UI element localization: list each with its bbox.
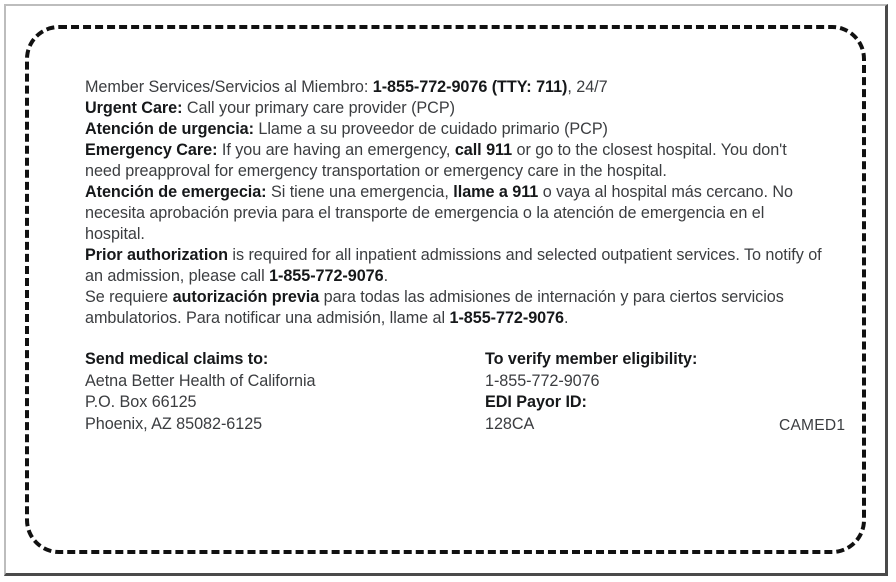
urgent-care-en-body: Call your primary care provider (PCP) (182, 99, 455, 117)
id-card-dashed-border (25, 25, 866, 554)
member-services-phone: 1-855-772-9076 (TTY: 711) (372, 78, 568, 96)
emergency-care-es-body-1: Si tiene una emergencia, (266, 183, 454, 201)
prior-auth-en-phone: 1-855-772-9076 (269, 267, 384, 285)
emergency-care-es-heading: Atención de emergecia: (85, 183, 267, 201)
edi-payor-id-value: 128CA (485, 414, 535, 433)
prior-auth-es-period: . (564, 309, 569, 327)
claims-address-block (85, 349, 316, 435)
claims-organization: Aetna Better Health of California (85, 371, 316, 390)
prior-auth-en-period: . (383, 267, 389, 285)
paragraph-emergency-care-en (85, 140, 826, 182)
bottom-info-area (85, 349, 846, 461)
prior-auth-es-body-1: Se requiere (85, 288, 173, 306)
eligibility-phone: 1-855-772-9076 (485, 371, 600, 390)
emergency-care-en-call-911: call 911 (454, 141, 513, 159)
prior-auth-es-phone: 1-855-772-9076 (449, 309, 565, 327)
emergency-care-en-heading: Emergency Care: (85, 141, 218, 159)
paragraph-emergency-care-es (85, 182, 826, 245)
eligibility-block (485, 349, 697, 435)
emergency-care-en-body-2: or go to the closest hospital. You don't need preapproval for emergency transportation or emergency care in the hospital. (85, 141, 787, 180)
emergency-care-es-call-911: llame a 911 (453, 183, 539, 201)
eligibility-heading: To verify member eligibility: (485, 350, 698, 368)
edi-payor-id-heading: EDI Payor ID: (485, 393, 587, 411)
claims-city-state-zip: Phoenix, AZ 85082-6125 (85, 414, 263, 433)
urgent-care-es-heading: Atención de urgencia: (85, 120, 254, 138)
urgent-care-es-body: Llame a su proveedor de cuidado primario (PCP) (253, 120, 608, 138)
prior-auth-en-heading: Prior authorization (85, 246, 228, 264)
prior-auth-en-body: is required for all inpatient admissions and selected outpatient services. To notify of an admission, please call (85, 246, 822, 285)
prior-auth-es-heading: autorización previa (172, 288, 320, 306)
paragraph-urgent-care-es (85, 119, 826, 140)
member-services-label: Member Services/Servicios al Miembro: (85, 78, 373, 96)
emergency-care-en-body-1: If you are having an emergency, (217, 141, 455, 159)
paragraph-prior-auth-en (85, 245, 826, 287)
form-code: CAMED1 (779, 417, 846, 434)
emergency-care-es-body-2: o vaya al hospital más cercano. No necesita aprobación previa para el transporte de emergencia o la atención de emergencia en el hospital. (85, 183, 793, 243)
claims-heading: Send medical claims to: (85, 350, 269, 368)
prior-auth-es-body-2: para todas las admisiones de internación y para ciertos servicios ambulatorios. Para notificar una admisión, llame al (85, 288, 784, 327)
id-card-outer-frame (4, 4, 888, 576)
id-card-content (85, 77, 846, 526)
paragraph-prior-auth-es (85, 287, 826, 329)
paragraph-member-services (85, 77, 826, 98)
paragraph-urgent-care-en (85, 98, 826, 119)
claims-po-box: P.O. Box 66125 (85, 393, 197, 411)
urgent-care-en-heading: Urgent Care: (85, 99, 183, 117)
member-services-hours: , 24/7 (567, 78, 608, 96)
